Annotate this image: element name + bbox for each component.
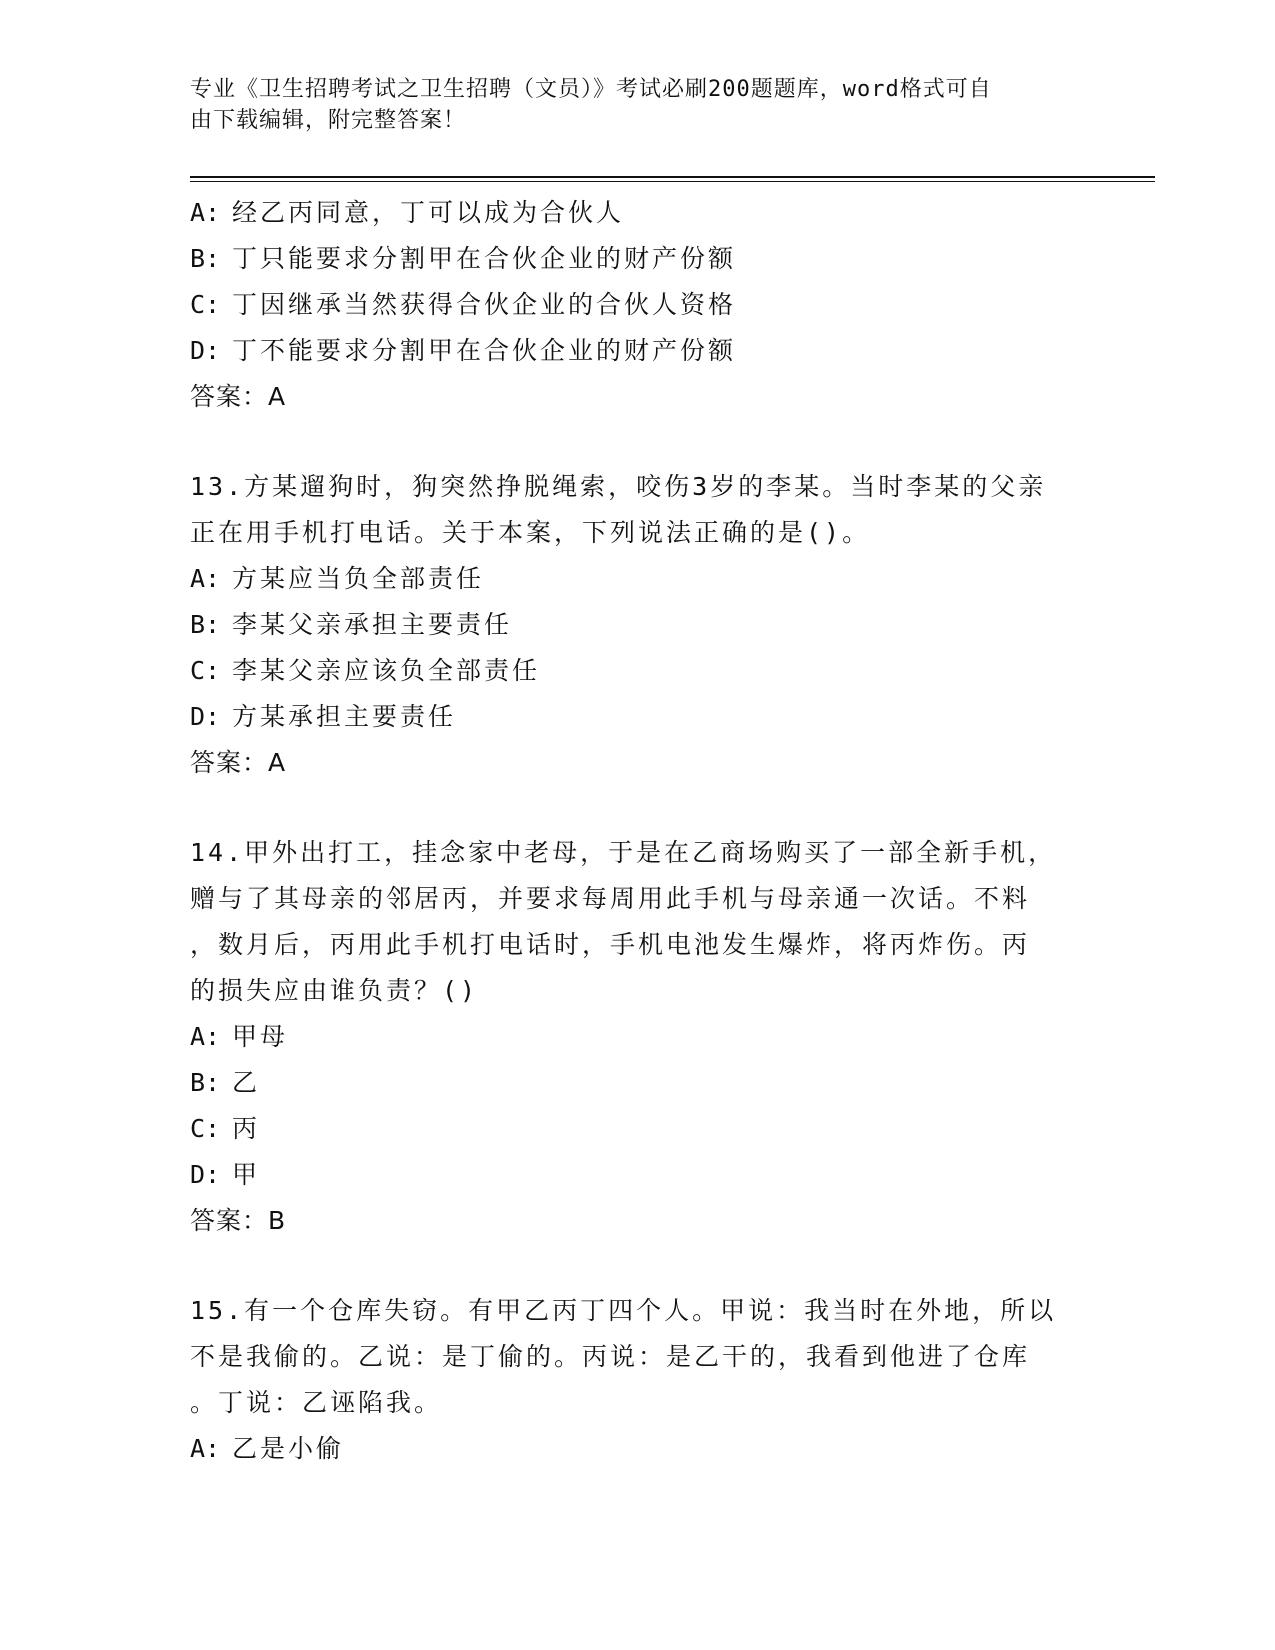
spacer [190,420,1090,464]
question-text-line: 赠与了其母亲的邻居丙，并要求每周用此手机与母亲通一次话。不料 [190,884,1031,913]
spacer [190,786,1090,830]
question-14 [190,830,1090,1244]
question-12 [190,190,1090,420]
header-rule-thin [190,181,1155,182]
question-text-line: 15.有一个仓库失窃。有甲乙丙丁四个人。甲说：我当时在外地，所以 [190,1296,1057,1325]
question-text-line: 14.甲外出打工，挂念家中老母，于是在乙商场购买了一部全新手机， [190,838,1057,867]
question-text-line: ，数月后，丙用此手机打电话时，手机电池发生爆炸，将丙炸伤。丙 [190,930,1031,959]
option-a: A: 方某应当负全部责任 [190,564,485,593]
question-15 [190,1288,1090,1472]
option-a: A: 甲母 [190,1022,289,1051]
option-c: C: 丁因继承当然获得合伙企业的合伙人资格 [190,290,737,319]
answer-line: 答案：A [190,748,287,777]
answer-line: 答案：A [190,382,287,411]
question-text-line: 。丁说：乙诬陷我。 [190,1388,443,1417]
header-rule-thick [190,176,1155,178]
option-b: B: 乙 [190,1068,261,1097]
question-text-line: 正在用手机打电话。关于本案，下列说法正确的是()。 [190,518,871,547]
question-text-line: 的损失应由谁负责？() [190,976,479,1005]
option-c: C: 李某父亲应该负全部责任 [190,656,541,685]
option-c: C: 丙 [190,1114,261,1143]
question-13 [190,464,1090,786]
question-text-line: 不是我偷的。乙说：是丁偷的。丙说：是乙干的，我看到他进了仓库 [190,1342,1031,1371]
question-text-line: 13.方某遛狗时，狗突然挣脱绳索，咬伤3岁的李某。当时李某的父亲 [190,472,1047,501]
option-b: B: 丁只能要求分割甲在合伙企业的财产份额 [190,244,737,273]
header-line-2: 由下载编辑，附完整答案！ [190,108,467,133]
document-header [190,74,1070,136]
header-line-1: 专业《卫生招聘考试之卫生招聘（文员）》考试必刷200题题库，word格式可自 [190,77,992,102]
option-a: A: 经乙丙同意，丁可以成为合伙人 [190,198,625,227]
question-list [190,190,1090,1472]
spacer [190,1244,1090,1288]
option-d: D: 甲 [190,1160,261,1189]
option-d: D: 方某承担主要责任 [190,702,457,731]
option-a: A: 乙是小偷 [190,1434,345,1463]
option-d: D: 丁不能要求分割甲在合伙企业的财产份额 [190,336,737,365]
option-b: B: 李某父亲承担主要责任 [190,610,513,639]
answer-line: 答案：B [190,1206,287,1235]
